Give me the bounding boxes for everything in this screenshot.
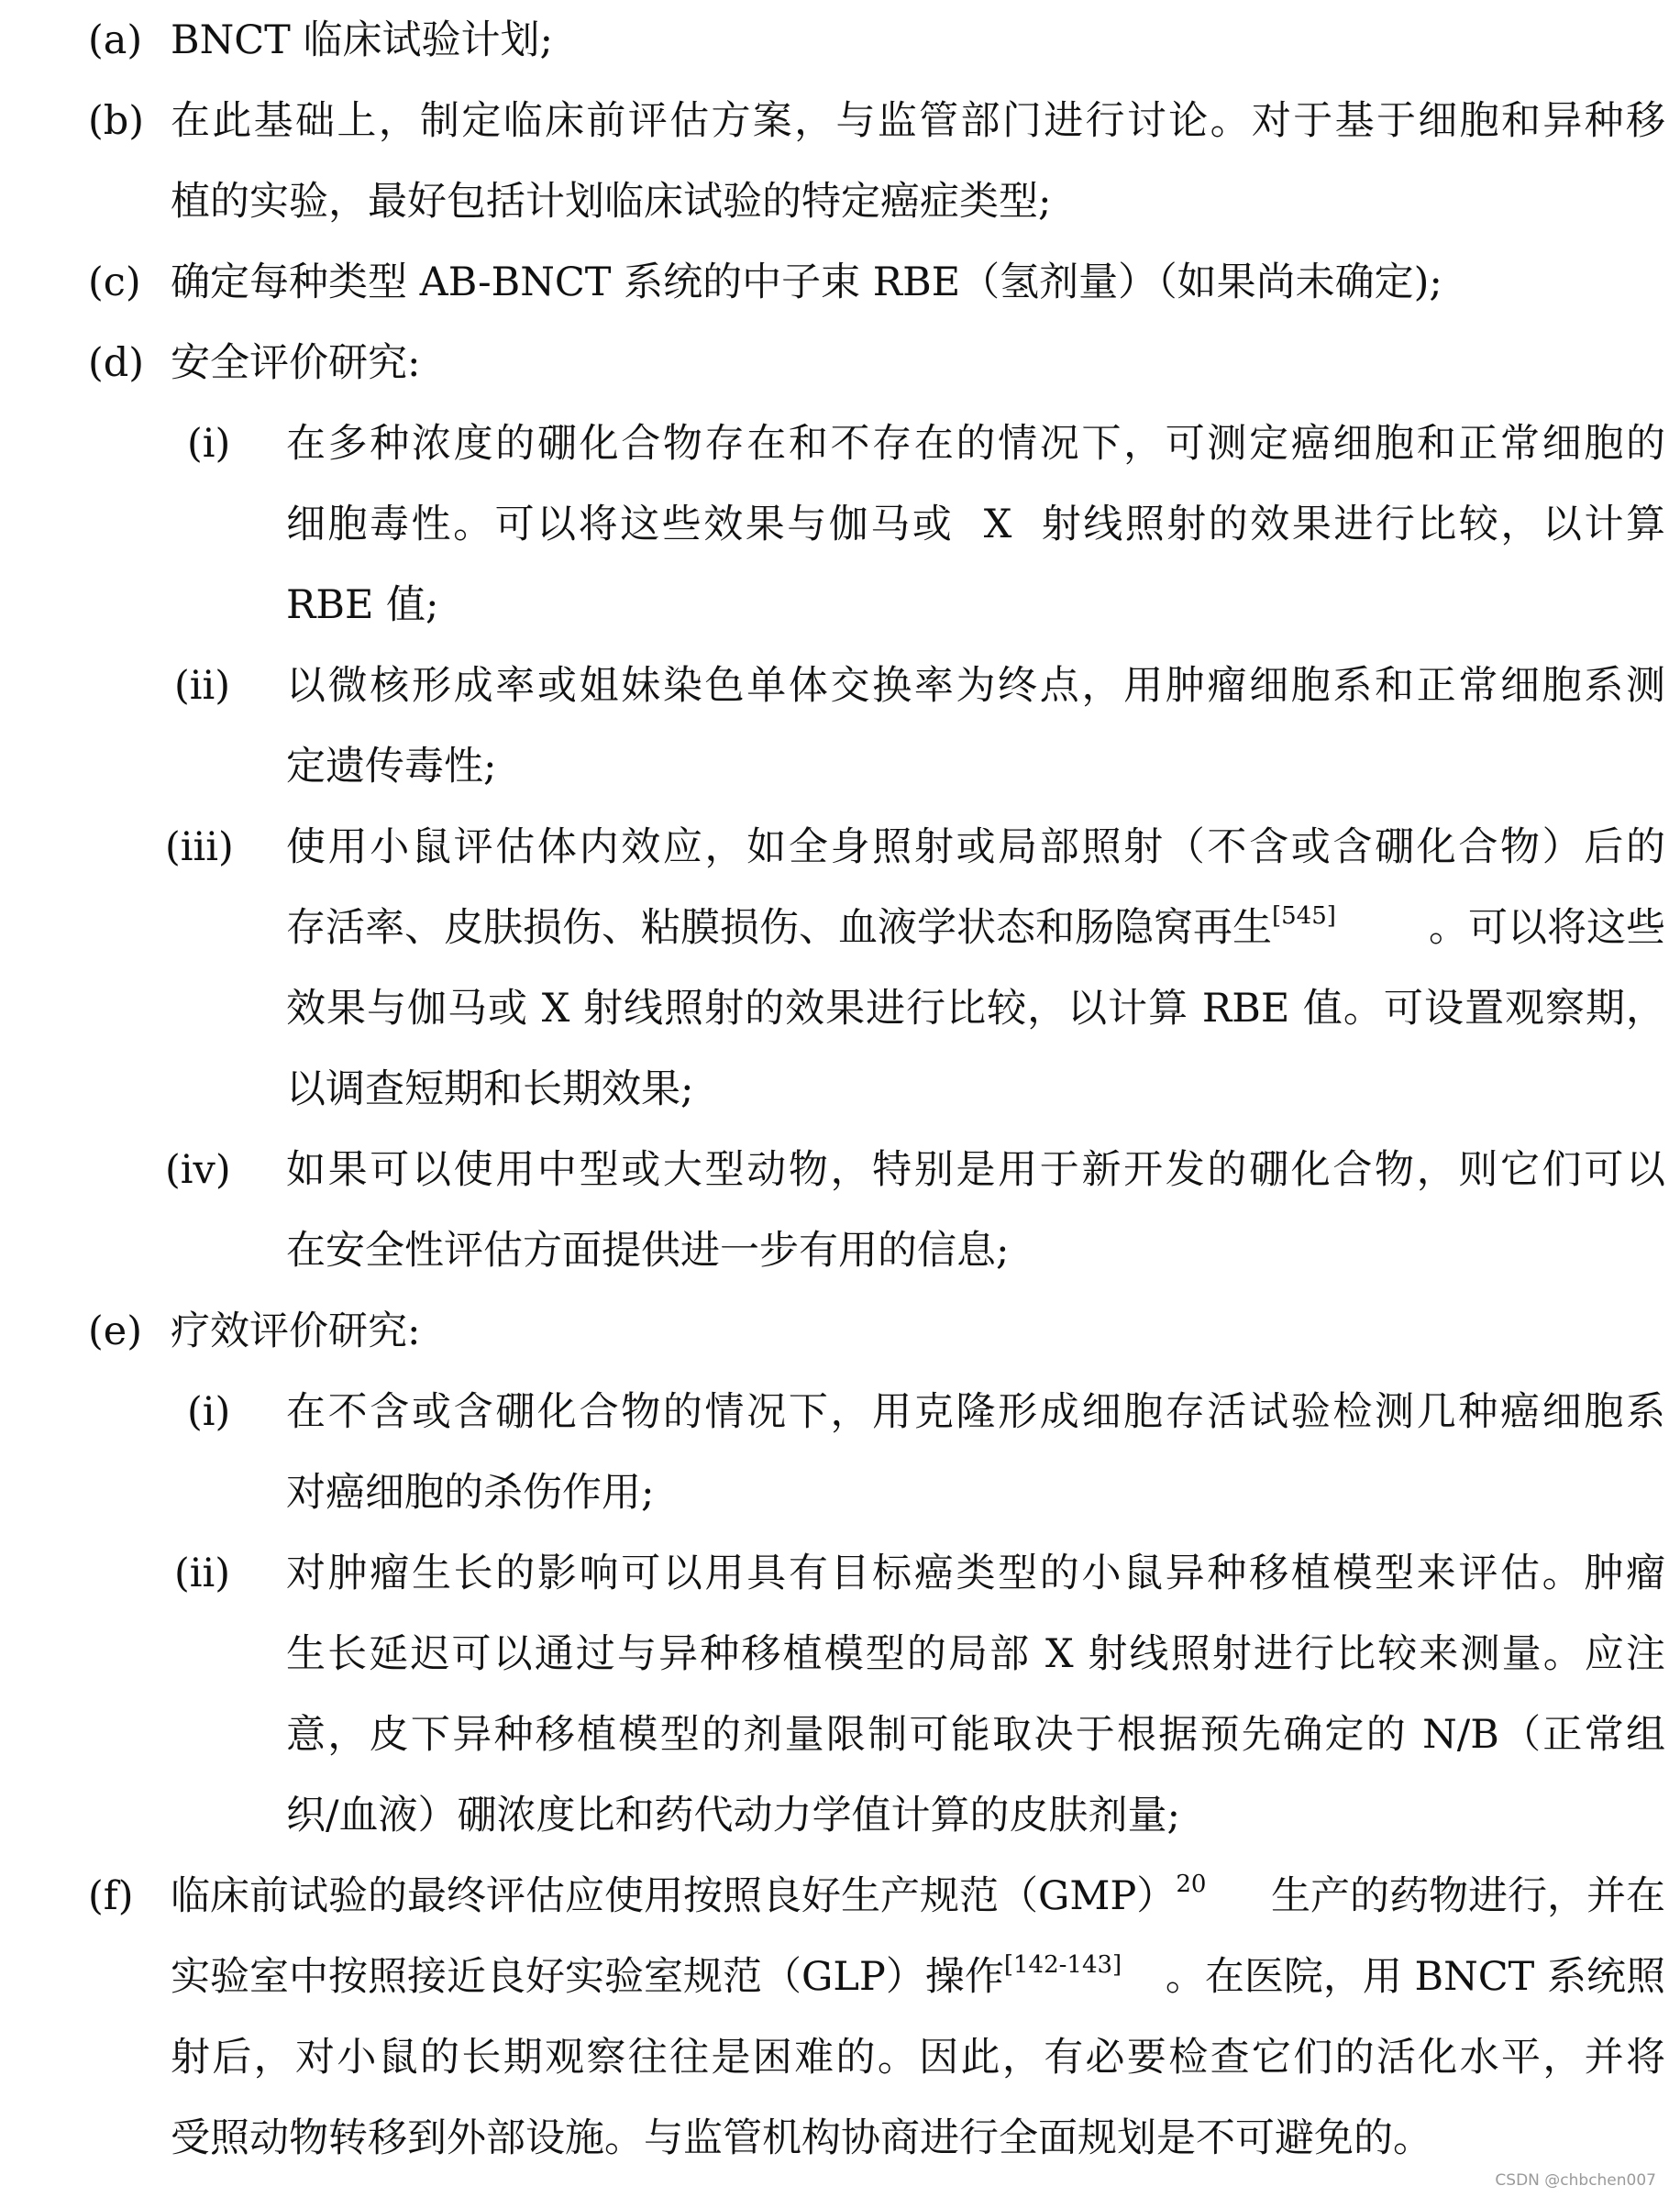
subitem-d-ii [0,646,1680,726]
item-f-text-part: 生产的药物进行，并在 [1258,1873,1665,1919]
item-f-text-part: 临床前试验的最终评估应使用按照良好生产规范（GMP） [171,1873,1177,1919]
item-f [0,1856,1680,1937]
subitem-line: 对肿瘤生长的影响可以用具有目标癌类型的小鼠异种移植模型来评估。肿瘤 [286,1551,1665,1596]
subitem-d-i-cont [0,565,1680,646]
subitem-line: 细胞毒性。可以将这些效果与伽马或 X 射线照射的效果进行比较，以计算 [286,502,1665,547]
subitem-label: (ii) [174,663,231,709]
watermark: CSDN @chbchen007 [1495,2171,1656,2190]
subitem-text-part: 。可以将这些 [1429,905,1665,951]
subitem-line: 以微核形成率或姐妹染色单体交换率为终点，用肿瘤细胞系和正常细胞系测 [286,663,1665,709]
subitem-d-iii-cont [0,888,1680,968]
subitem-e-ii-cont [0,1614,1680,1695]
item-f-text-part: 实验室中按照接近良好实验室规范（GLP）操作 [171,1954,1004,2000]
item-b [0,81,1680,161]
subitem-d-i [0,403,1680,484]
item-f-cont [0,2098,1680,2179]
subitem-line: 在安全性评估方面提供进一步有用的信息; [286,1228,1010,1274]
item-d [0,323,1680,403]
subitem-label: (iv) [165,1147,231,1193]
subitem-line [286,888,1665,968]
item-c-label: (c) [88,259,141,305]
item-d-heading: 安全评价研究: [171,340,421,386]
subitem-e-i-cont [0,1452,1680,1533]
subitem-line: 使用小鼠评估体内效应，如全身照射或局部照射（不含或含硼化合物）后的 [286,824,1665,870]
subitem-line: 在不含或含硼化合物的情况下，用克隆形成细胞存活试验检测几种癌细胞系 [286,1389,1665,1435]
subitem-label: (iii) [165,824,234,870]
subitem-line: 以调查短期和长期效果; [286,1066,694,1112]
item-f-text [171,1937,1122,2017]
subitem-line: RBE 值; [286,582,439,628]
subitem-line: 生长延迟可以通过与异种移植模型的局部 X 射线照射进行比较来测量。应注 [286,1631,1665,1677]
item-f-text-part: 。在医院，用 BNCT 系统照 [1165,1954,1665,2000]
subitem-d-ii-cont [0,726,1680,807]
footnote-ref: 20 [1176,1870,1207,1898]
item-f-line [171,1856,1665,1937]
item-a [0,0,1680,81]
subitem-d-iii [0,807,1680,888]
subitem-d-iii-cont [0,1049,1680,1130]
item-f-line: 射后，对小鼠的长期观察往往是困难的。因此，有必要检查它们的活化水平，并将 [171,2035,1665,2081]
subitem-line: 定遗传毒性; [286,744,497,789]
citation-ref: [545] [1272,901,1336,930]
subitem-d-iii-cont [0,968,1680,1049]
item-f-label: (f) [88,1873,134,1919]
subitem-e-i [0,1372,1680,1452]
item-e [0,1291,1680,1372]
subitem-line: 织/血液）硼浓度比和药代动力学值计算的皮肤剂量; [286,1793,1180,1838]
item-c-text: 确定每种类型 AB-BNCT 系统的中子束 RBE（氢剂量）（如果尚未确定); [171,259,1442,305]
subitem-label: (i) [187,421,231,467]
item-c [0,242,1680,323]
subitem-line: 在多种浓度的硼化合物存在和不存在的情况下，可测定癌细胞和正常细胞的 [286,421,1665,467]
subitem-line: 如果可以使用中型或大型动物，特别是用于新开发的硼化合物，则它们可以 [286,1147,1665,1193]
subitem-e-ii-cont [0,1695,1680,1775]
subitem-line: 对癌细胞的杀伤作用; [286,1470,655,1516]
item-e-heading: 疗效评价研究: [171,1308,421,1354]
item-b-cont [0,161,1680,242]
subitem-label: (ii) [174,1551,231,1596]
subitem-e-ii [0,1533,1680,1614]
subitem-line: 效果与伽马或 X 射线照射的效果进行比较，以计算 RBE 值。可设置观察期， [286,986,1665,1032]
subitem-e-ii-cont [0,1775,1680,1856]
item-e-label: (e) [88,1308,142,1354]
citation-ref: [142-143] [1003,1950,1122,1979]
item-f-cont [0,2017,1680,2098]
item-a-label: (a) [88,17,143,63]
item-b-line: 植的实验，最好包括计划临床试验的特定癌症类型; [171,179,1052,225]
item-a-text: BNCT 临床试验计划; [171,17,553,63]
subitem-d-iv-cont [0,1210,1680,1291]
subitem-d-i-cont [0,484,1680,565]
item-f-line: 受照动物转移到外部设施。与监管机构协商进行全面规划是不可避免的。 [171,2115,1432,2161]
subitem-d-iv [0,1130,1680,1210]
item-f-text [171,1856,1206,1937]
item-b-line: 在此基础上，制定临床前评估方案，与监管部门进行讨论。对于基于细胞和异种移 [171,98,1665,144]
subitem-label: (i) [187,1389,231,1435]
subitem-line: 意，皮下异种移植模型的剂量限制可能取决于根据预先确定的 N/B（正常组 [286,1712,1665,1758]
subitem-text [286,888,1336,968]
item-f-line [171,1937,1665,2017]
item-b-label: (b) [88,98,145,144]
item-f-cont [0,1937,1680,2017]
subitem-text-part: 存活率、皮肤损伤、粘膜损伤、血液学状态和肠隐窝再生 [286,905,1272,951]
item-d-label: (d) [88,340,145,386]
